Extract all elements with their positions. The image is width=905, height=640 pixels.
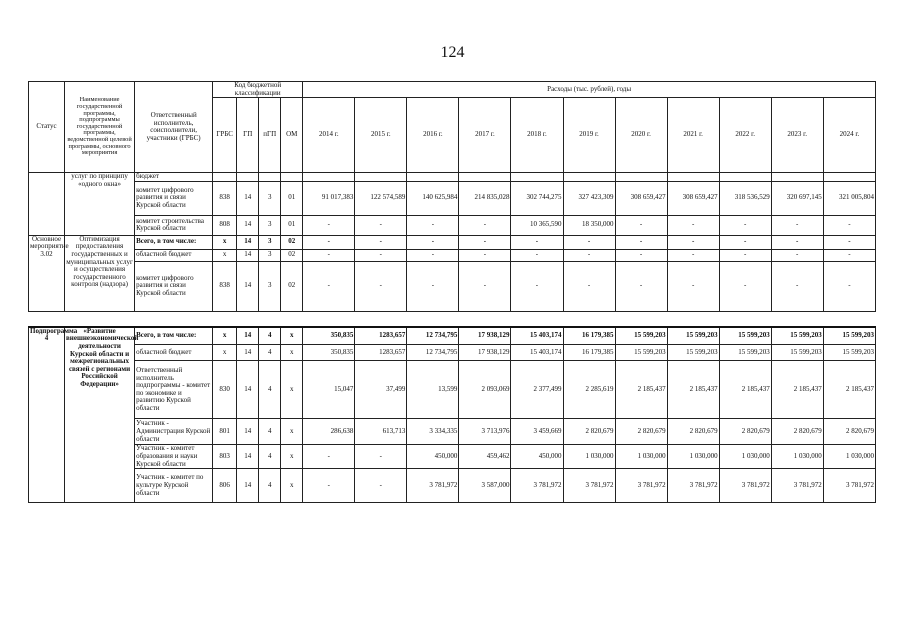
row-value: 1 030,000 [615, 445, 667, 469]
row-value [563, 173, 615, 182]
row-code-pgp: 4 [259, 445, 281, 469]
header-year: 2022 г. [719, 98, 771, 173]
row-value: 327 423,309 [563, 181, 615, 215]
row-program-name: Оптимизация предоставления государственных и муниципальных услуг и осуществления государственного контроля (надзора) [65, 235, 135, 311]
row-value: - [459, 249, 511, 261]
row-value: 3 781,972 [667, 469, 719, 503]
table-row [29, 215, 876, 235]
header-status: Статус [29, 82, 65, 173]
row-responsible: бюджет [135, 173, 213, 182]
table-row [29, 249, 876, 261]
row-code-pgp: 4 [259, 361, 281, 419]
header-budget-code: Код бюджетной классификации [213, 82, 303, 98]
row-code-pgp: 3 [259, 235, 281, 249]
row-value: - [823, 235, 875, 249]
row-responsible: Участник - комитет образования и науки Курской области [135, 445, 213, 469]
row-status: Основное мероприятие 3.02 [29, 235, 65, 311]
table-row [29, 181, 876, 215]
row-value: - [823, 249, 875, 261]
row-code-grbs: 838 [213, 261, 237, 311]
row-value: 2 185,437 [667, 361, 719, 419]
row-code-pgp: 3 [259, 261, 281, 311]
table-row [29, 361, 876, 419]
row-value [511, 173, 563, 182]
row-value: 3 334,335 [407, 419, 459, 445]
section-gap [29, 311, 876, 327]
row-status: Подпрограмма 4 [29, 327, 65, 503]
row-value: 91 017,383 [303, 181, 355, 215]
table-row [29, 419, 876, 445]
table-header [29, 82, 876, 173]
header-year: 2023 г. [771, 98, 823, 173]
row-value: 350,835 [303, 345, 355, 361]
row-value: - [303, 261, 355, 311]
row-value: 15 599,203 [823, 327, 875, 345]
row-value: 318 536,529 [719, 181, 771, 215]
row-responsible: областной бюджет [135, 249, 213, 261]
row-value: 3 781,972 [563, 469, 615, 503]
row-code-gp: 14 [237, 215, 259, 235]
row-value: - [719, 235, 771, 249]
row-responsible: областной бюджет [135, 345, 213, 361]
row-value: - [511, 249, 563, 261]
header-year: 2014 г. [303, 98, 355, 173]
row-value: 450,000 [511, 445, 563, 469]
row-value [719, 173, 771, 182]
header-year: 2016 г. [407, 98, 459, 173]
row-code-om: х [281, 445, 303, 469]
header-om: ОМ [281, 98, 303, 173]
row-value [667, 173, 719, 182]
row-code-gp: 14 [237, 261, 259, 311]
row-code-pgp: 3 [259, 215, 281, 235]
row-value: 15 599,203 [667, 327, 719, 345]
row-value: 1 030,000 [563, 445, 615, 469]
row-value: - [823, 215, 875, 235]
row-value: 15 403,174 [511, 345, 563, 361]
row-value: 3 781,972 [511, 469, 563, 503]
row-value: 16 179,385 [563, 345, 615, 361]
row-responsible: комитет строительства Курской области [135, 215, 213, 235]
row-value: 286,638 [303, 419, 355, 445]
row-code-om: х [281, 345, 303, 361]
row-value: 15 599,203 [771, 327, 823, 345]
table-row [29, 327, 876, 345]
row-value: 2 093,069 [459, 361, 511, 419]
row-value: - [667, 215, 719, 235]
row-value: - [355, 215, 407, 235]
row-value: - [771, 235, 823, 249]
row-value: - [407, 215, 459, 235]
row-value: 17 938,129 [459, 327, 511, 345]
row-code-gp: 14 [237, 345, 259, 361]
row-value: - [667, 261, 719, 311]
row-value: 3 781,972 [407, 469, 459, 503]
row-code-pgp: 4 [259, 419, 281, 445]
row-value: 2 820,679 [667, 419, 719, 445]
row-value: - [459, 215, 511, 235]
row-value: 350,835 [303, 327, 355, 345]
row-value: - [407, 261, 459, 311]
row-value: 122 574,589 [355, 181, 407, 215]
row-value: 613,713 [355, 419, 407, 445]
header-year: 2018 г. [511, 98, 563, 173]
row-value: - [719, 261, 771, 311]
row-value: - [459, 235, 511, 249]
row-value: 302 744,275 [511, 181, 563, 215]
row-value: - [355, 235, 407, 249]
row-status [29, 173, 65, 236]
row-value: 15 599,203 [719, 345, 771, 361]
table-row [29, 173, 876, 182]
row-value: 3 781,972 [615, 469, 667, 503]
row-value: 2 185,437 [823, 361, 875, 419]
row-value: - [563, 235, 615, 249]
row-program-name: «Развитие внешнеэкономической деятельности Курской области и межрегиональных связей с регионами Российской Федерации» [65, 327, 135, 503]
row-code-pgp: 4 [259, 345, 281, 361]
header-year: 2021 г. [667, 98, 719, 173]
row-value: 15 599,203 [823, 345, 875, 361]
row-value: 2 185,437 [615, 361, 667, 419]
header-year: 2015 г. [355, 98, 407, 173]
header-name: Наименование государственной программы, подпрограммы государственной программы, ведомственной целевой программы, основного мероприятия [65, 82, 135, 173]
row-value: 2 820,679 [823, 419, 875, 445]
row-code-grbs: 808 [213, 215, 237, 235]
row-value: 2 820,679 [719, 419, 771, 445]
table-row [29, 445, 876, 469]
row-code-gp: 14 [237, 445, 259, 469]
header-gp: ГП [237, 98, 259, 173]
row-value [771, 173, 823, 182]
table-row [29, 469, 876, 503]
row-value: 3 587,000 [459, 469, 511, 503]
row-code-grbs: 806 [213, 469, 237, 503]
row-code-grbs: 838 [213, 181, 237, 215]
row-value: 2 185,437 [771, 361, 823, 419]
row-value: 16 179,385 [563, 327, 615, 345]
row-value: - [459, 261, 511, 311]
row-value: 2 185,437 [719, 361, 771, 419]
row-value: - [563, 249, 615, 261]
row-code-pgp: 4 [259, 469, 281, 503]
row-value: - [511, 261, 563, 311]
row-code-grbs: х [213, 249, 237, 261]
row-value: 18 350,000 [563, 215, 615, 235]
row-value: 1283,657 [355, 327, 407, 345]
row-code-gp: 14 [237, 249, 259, 261]
row-value: - [407, 249, 459, 261]
row-code-om: 02 [281, 235, 303, 249]
row-code-grbs: х [213, 235, 237, 249]
row-value: 3 781,972 [771, 469, 823, 503]
row-code-om: 01 [281, 215, 303, 235]
header-year: 2019 г. [563, 98, 615, 173]
row-value: 2 820,679 [615, 419, 667, 445]
row-value: - [719, 215, 771, 235]
row-value [459, 173, 511, 182]
row-code-gp: 14 [237, 469, 259, 503]
row-value: 459,462 [459, 445, 511, 469]
table-body [29, 173, 876, 503]
row-value: 140 625,984 [407, 181, 459, 215]
row-value: - [355, 445, 407, 469]
row-value: - [303, 249, 355, 261]
row-responsible: комитет цифрового развития и связи Курской области [135, 181, 213, 215]
row-value: 3 713,976 [459, 419, 511, 445]
row-code-om [281, 173, 303, 182]
row-responsible: Всего, в том числе: [135, 327, 213, 345]
row-value: 15,047 [303, 361, 355, 419]
row-responsible: Участник - комитет по культуре Курской области [135, 469, 213, 503]
row-code-grbs: 801 [213, 419, 237, 445]
row-code-gp [237, 173, 259, 182]
row-value: 321 005,804 [823, 181, 875, 215]
row-value: 214 835,028 [459, 181, 511, 215]
row-value: 15 599,203 [667, 345, 719, 361]
row-value: - [771, 261, 823, 311]
budget-table [28, 81, 876, 503]
row-code-grbs: х [213, 327, 237, 345]
row-value: 1 030,000 [771, 445, 823, 469]
row-value: 12 734,795 [407, 345, 459, 361]
row-value: 2 820,679 [771, 419, 823, 445]
row-code-pgp: 4 [259, 327, 281, 345]
row-value: - [355, 261, 407, 311]
row-code-gp: 14 [237, 419, 259, 445]
row-value: - [355, 469, 407, 503]
row-code-grbs [213, 173, 237, 182]
row-code-om: х [281, 327, 303, 345]
row-value: 308 659,427 [667, 181, 719, 215]
row-value: - [615, 235, 667, 249]
row-value [407, 173, 459, 182]
row-value: - [615, 215, 667, 235]
table-row [29, 345, 876, 361]
row-value: 15 403,174 [511, 327, 563, 345]
row-value: - [303, 469, 355, 503]
row-value: 3 459,669 [511, 419, 563, 445]
header-grbs: ГРБС [213, 98, 237, 173]
row-value: - [667, 235, 719, 249]
row-code-om: х [281, 419, 303, 445]
row-value: 17 938,129 [459, 345, 511, 361]
row-code-grbs: х [213, 345, 237, 361]
row-value: - [511, 235, 563, 249]
row-value: 308 659,427 [615, 181, 667, 215]
row-value [355, 173, 407, 182]
header-expenses: Расходы (тыс. рублей), годы [303, 82, 876, 98]
row-code-om: 01 [281, 181, 303, 215]
row-value: - [719, 249, 771, 261]
row-value: - [303, 215, 355, 235]
table-row [29, 261, 876, 311]
row-code-pgp: 3 [259, 249, 281, 261]
row-code-pgp: 3 [259, 181, 281, 215]
row-responsible: Ответственный исполнитель подпрограммы - комитет по экономике и развитию Курской области [135, 361, 213, 419]
row-value: 15 599,203 [615, 327, 667, 345]
row-code-gp: 14 [237, 235, 259, 249]
header-pgp: пГП [259, 98, 281, 173]
row-code-gp: 14 [237, 181, 259, 215]
row-code-grbs: 803 [213, 445, 237, 469]
row-code-om: 02 [281, 249, 303, 261]
table-row [29, 235, 876, 249]
row-value: 1 030,000 [719, 445, 771, 469]
header-year: 2024 г. [823, 98, 875, 173]
row-value: - [615, 261, 667, 311]
row-value: 320 697,145 [771, 181, 823, 215]
header-year: 2020 г. [615, 98, 667, 173]
row-value [615, 173, 667, 182]
row-value: 450,000 [407, 445, 459, 469]
row-program-name: услуг по принципу «одного окна» [65, 173, 135, 236]
row-value: - [771, 215, 823, 235]
row-responsible: Участник - Администрация Курской области [135, 419, 213, 445]
row-value: 15 599,203 [615, 345, 667, 361]
row-value: - [355, 249, 407, 261]
row-code-gp: 14 [237, 327, 259, 345]
row-value: 37,499 [355, 361, 407, 419]
row-value: 12 734,795 [407, 327, 459, 345]
page-number: 124 [440, 44, 465, 61]
row-value: 1 030,000 [823, 445, 875, 469]
row-value: 3 781,972 [719, 469, 771, 503]
row-responsible: комитет цифрового развития и связи Курской области [135, 261, 213, 311]
row-code-pgp [259, 173, 281, 182]
row-value: 3 781,972 [823, 469, 875, 503]
row-code-om: 02 [281, 261, 303, 311]
row-value: - [407, 235, 459, 249]
row-code-gp: 14 [237, 361, 259, 419]
row-code-om: х [281, 469, 303, 503]
row-value: 1 030,000 [667, 445, 719, 469]
row-value: 10 365,590 [511, 215, 563, 235]
row-value: 1283,657 [355, 345, 407, 361]
row-value [303, 173, 355, 182]
row-code-grbs: 830 [213, 361, 237, 419]
row-value [823, 173, 875, 182]
row-value: 13,599 [407, 361, 459, 419]
row-responsible: Всего, в том числе: [135, 235, 213, 249]
row-value: - [771, 249, 823, 261]
row-value: 15 599,203 [771, 345, 823, 361]
row-value: 15 599,203 [719, 327, 771, 345]
row-value: - [615, 249, 667, 261]
row-value: - [303, 445, 355, 469]
row-value: - [823, 261, 875, 311]
row-code-om: х [281, 361, 303, 419]
header-year: 2017 г. [459, 98, 511, 173]
header-responsible: Ответственный исполнитель, соисполнители, участники (ГРБС) [135, 82, 213, 173]
row-value: 2 820,679 [563, 419, 615, 445]
row-value: - [563, 261, 615, 311]
row-value: 2 377,499 [511, 361, 563, 419]
row-value: - [667, 249, 719, 261]
row-value: - [303, 235, 355, 249]
row-value: 2 285,619 [563, 361, 615, 419]
